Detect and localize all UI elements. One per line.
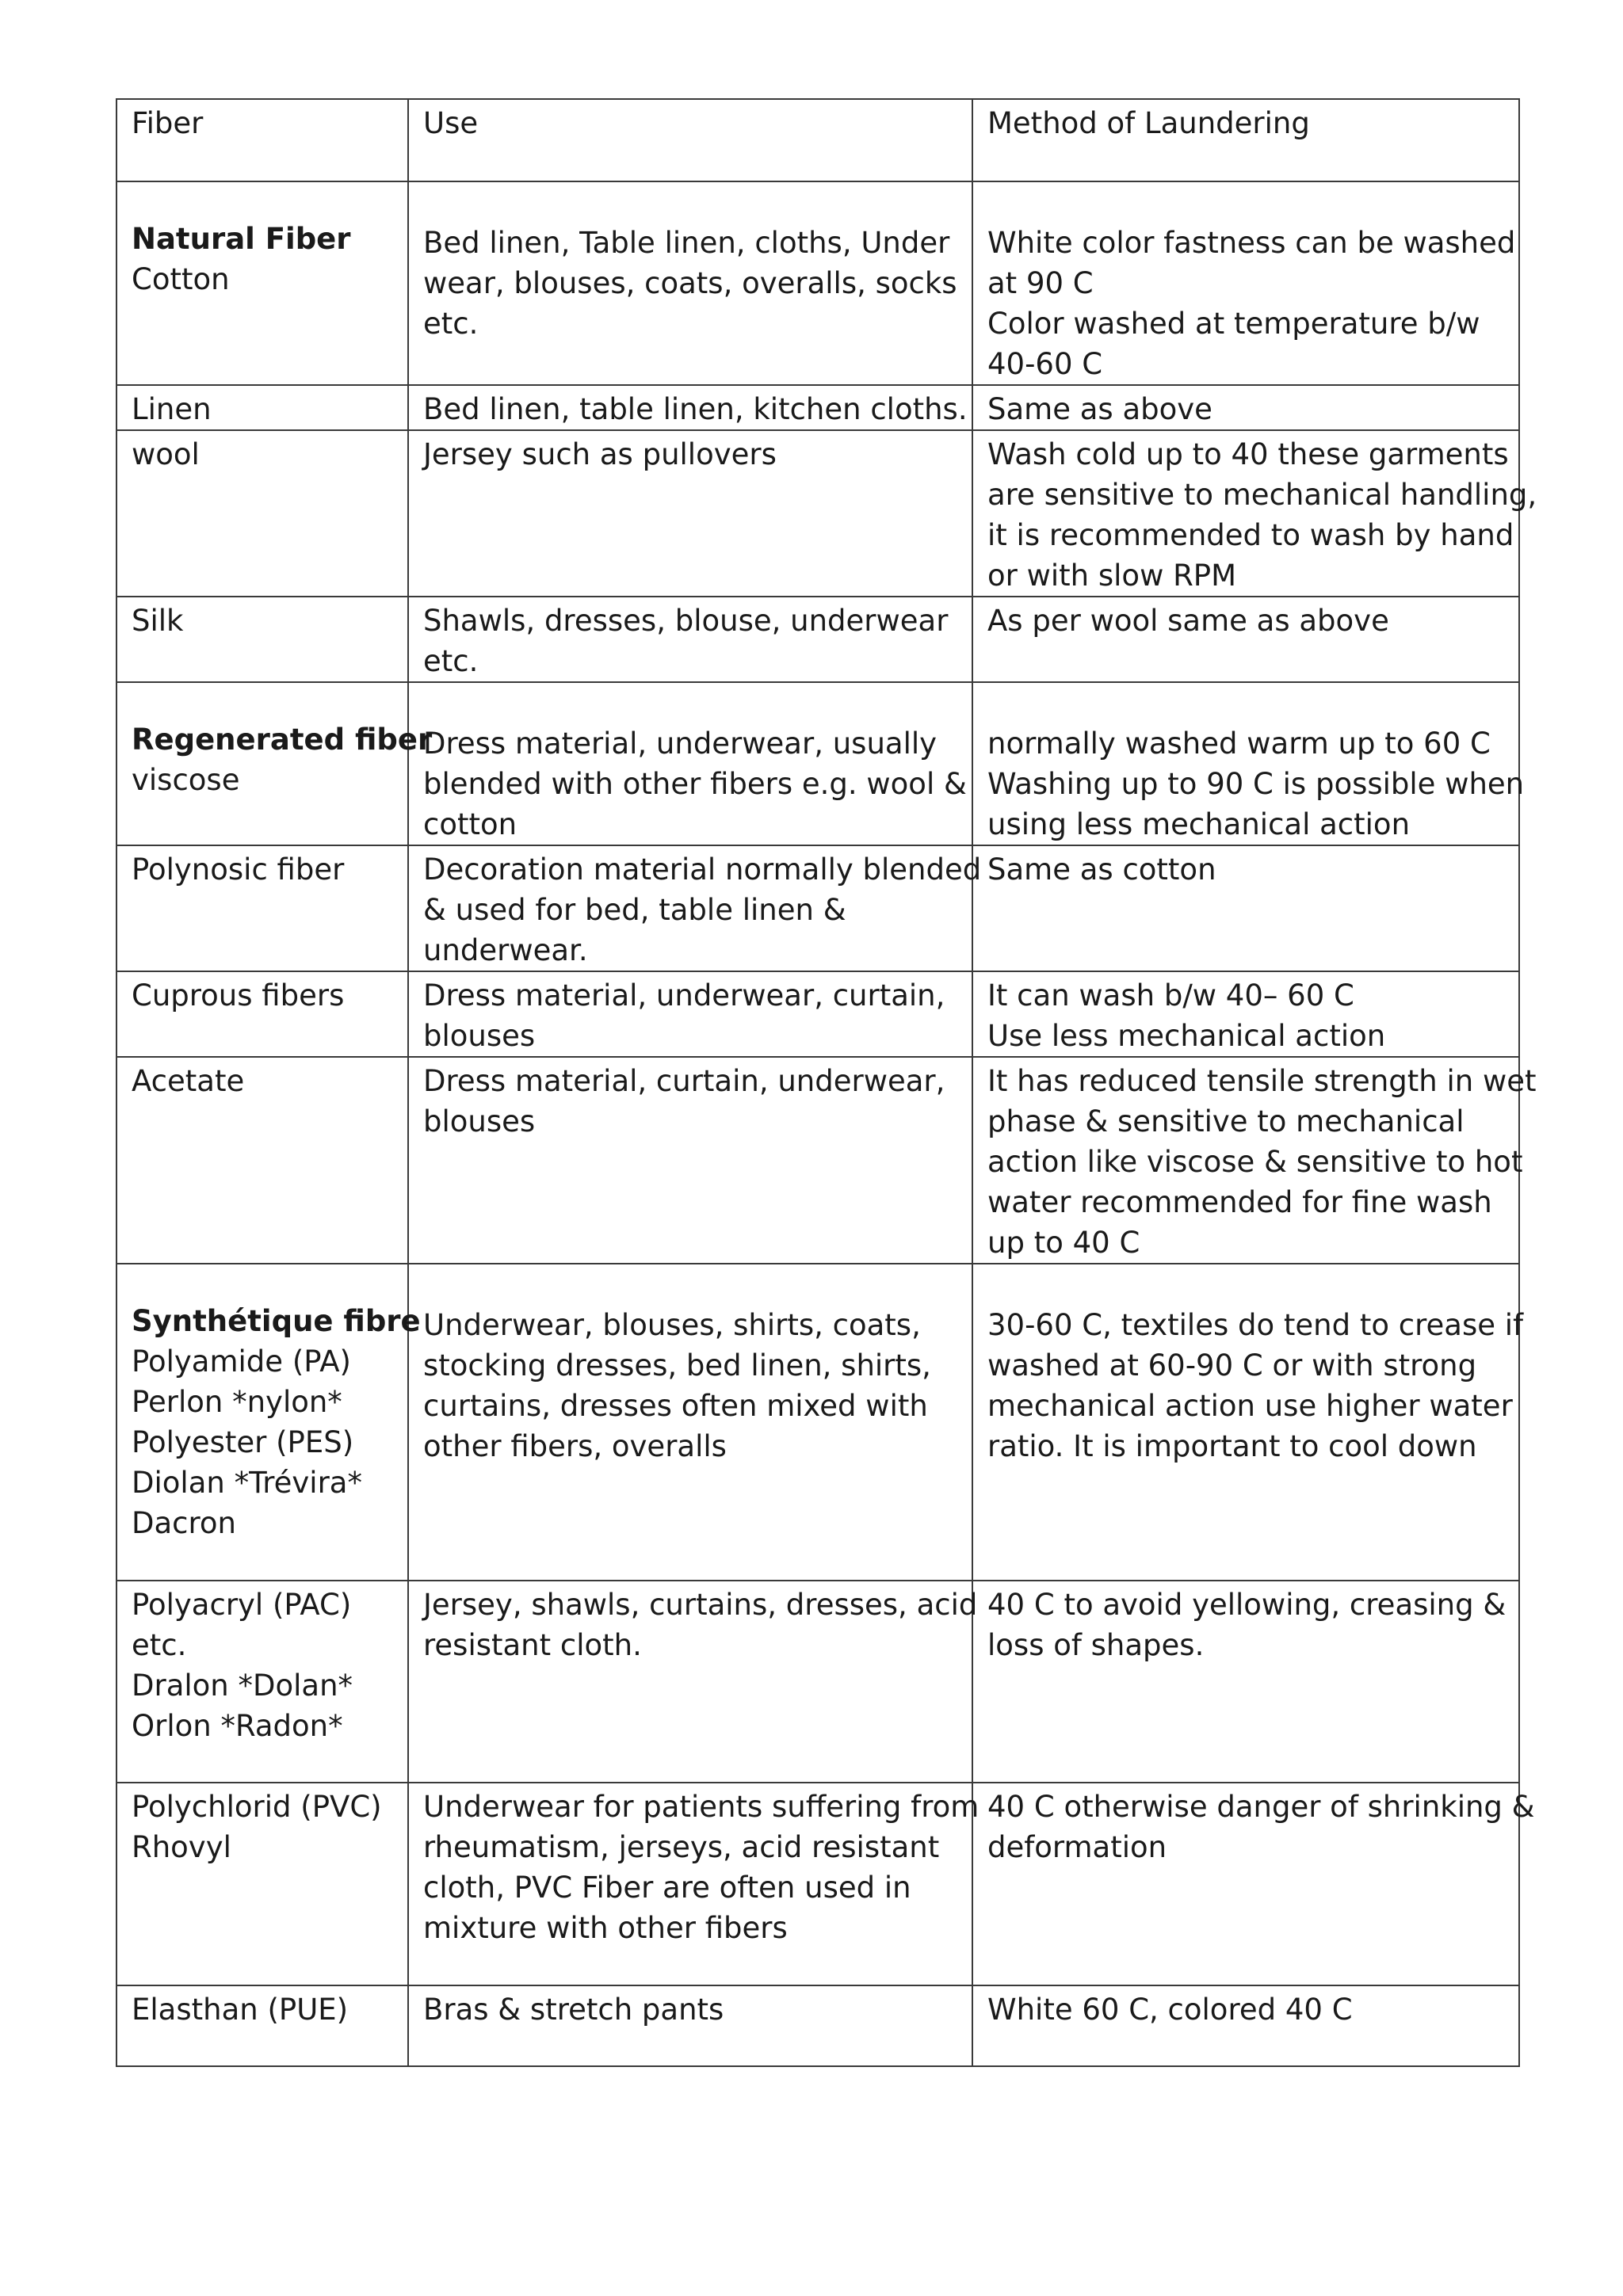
fiber-name: viscose xyxy=(132,763,240,797)
use-cell xyxy=(408,1264,972,1581)
table-row xyxy=(116,1581,1519,1783)
method-line: washed at 60-90 C or with strong xyxy=(987,1348,1477,1383)
table-row xyxy=(116,430,1519,597)
use-line: stocking dresses, bed linen, shirts, xyxy=(423,1348,931,1383)
use-line: Underwear, blouses, shirts, coats, xyxy=(423,1308,921,1342)
category-heading: Natural Fiber xyxy=(132,222,351,256)
method-line: phase & sensitive to mechanical xyxy=(987,1104,1465,1138)
fiber-name: Polynosic fiber xyxy=(132,852,345,887)
use-cell xyxy=(408,597,972,682)
method-cell xyxy=(972,845,1519,971)
table-row xyxy=(116,971,1519,1057)
use-line: Dress material, underwear, curtain, xyxy=(423,978,945,1013)
fiber-cell xyxy=(116,1985,408,2066)
method-line: using less mechanical action xyxy=(987,807,1411,841)
method-line: 40 C otherwise danger of shrinking & xyxy=(987,1790,1535,1824)
fiber-name: Acetate xyxy=(132,1064,245,1098)
fiber-name: Cuprous fibers xyxy=(132,978,345,1013)
use-line: wear, blouses, coats, overalls, socks xyxy=(423,266,957,300)
use-line: curtains, dresses often mixed with xyxy=(423,1389,928,1423)
method-line: it is recommended to wash by hand xyxy=(987,518,1514,552)
method-line: It can wash b/w 40– 60 C xyxy=(987,978,1354,1013)
fiber-name: Cotton xyxy=(132,262,230,296)
method-line: Same as cotton xyxy=(987,852,1216,887)
use-cell xyxy=(408,845,982,971)
method-cell xyxy=(972,1264,1524,1581)
fiber-cell xyxy=(116,1264,421,1581)
fiber-name: Linen xyxy=(132,392,212,426)
use-cell xyxy=(408,1985,972,2066)
fiber-name: Dralon *Dolan* xyxy=(132,1669,353,1703)
fiber-cell xyxy=(116,181,408,385)
fiber-cell xyxy=(116,385,408,430)
method-cell xyxy=(972,430,1537,597)
method-line: are sensitive to mechanical handling, xyxy=(987,478,1537,512)
table-row xyxy=(116,682,1519,845)
method-line: action like viscose & sensitive to hot xyxy=(987,1145,1523,1179)
use-line: Bed linen, Table linen, cloths, Under xyxy=(423,226,950,260)
method-line: It has reduced tensile strength in wet xyxy=(987,1064,1537,1098)
use-line: blended with other fibers e.g. wool & xyxy=(423,767,967,801)
table-row xyxy=(116,597,1519,682)
use-line: Underwear for patients suffering from xyxy=(423,1790,980,1824)
use-line: Dress material, curtain, underwear, xyxy=(423,1064,945,1098)
method-cell xyxy=(972,1985,1519,2066)
use-line: Bras & stretch pants xyxy=(423,1993,724,2027)
fiber-name: Orlon *Radon* xyxy=(132,1709,343,1743)
fiber-name: Polyester (PES) xyxy=(132,1425,354,1459)
use-cell xyxy=(408,385,972,430)
fiber-name: Polyacryl (PAC) xyxy=(132,1588,352,1622)
method-line: ratio. It is important to cool down xyxy=(987,1429,1477,1463)
use-line: etc. xyxy=(423,644,479,678)
method-line: at 90 C xyxy=(987,266,1094,300)
method-cell xyxy=(972,181,1519,385)
method-cell xyxy=(972,597,1519,682)
use-line: underwear. xyxy=(423,933,588,967)
use-line: Jersey such as pullovers xyxy=(423,437,777,471)
use-line: Bed linen, table linen, kitchen cloths. xyxy=(423,392,968,426)
use-cell xyxy=(408,1581,978,1783)
table-row xyxy=(116,385,1519,430)
method-line: Washing up to 90 C is possible when xyxy=(987,767,1525,801)
method-cell xyxy=(972,971,1519,1057)
fiber-name: wool xyxy=(132,437,200,471)
fiber-cell xyxy=(116,1783,408,1985)
use-line: cloth, PVC Fiber are often used in xyxy=(423,1871,911,1905)
header-fiber: Fiber xyxy=(116,99,408,181)
fiber-name: Elasthan (PUE) xyxy=(132,1993,349,2027)
table-row xyxy=(116,1985,1519,2066)
table-row xyxy=(116,1264,1519,1581)
use-cell xyxy=(408,682,972,845)
fiber-cell xyxy=(116,1581,408,1783)
method-line: 40-60 C xyxy=(987,347,1103,381)
use-line: cotton xyxy=(423,807,517,841)
method-line: Use less mechanical action xyxy=(987,1019,1386,1053)
method-cell xyxy=(972,385,1519,430)
fiber-name: Polychlorid (PVC) xyxy=(132,1790,382,1824)
use-cell xyxy=(408,1057,972,1264)
method-line: As per wool same as above xyxy=(987,604,1389,638)
method-line: up to 40 C xyxy=(987,1226,1140,1260)
fiber-name: Dacron xyxy=(132,1506,236,1540)
method-cell xyxy=(972,1057,1537,1264)
method-line: Color washed at temperature b/w xyxy=(987,307,1480,341)
method-line: normally washed warm up to 60 C xyxy=(987,727,1491,761)
category-heading: Regenerated fiber xyxy=(132,723,433,757)
table-header-row xyxy=(116,99,1519,181)
fiber-name: Polyamide (PA) xyxy=(132,1344,351,1379)
table-row xyxy=(116,1783,1519,1985)
use-line: resistant cloth. xyxy=(423,1628,642,1662)
use-line: Jersey, shawls, curtains, dresses, acid xyxy=(423,1588,978,1622)
fiber-name: Diolan *Trévira* xyxy=(132,1466,362,1500)
use-cell xyxy=(408,430,972,597)
table-row xyxy=(116,845,1519,971)
table-row xyxy=(116,1057,1519,1264)
use-line: etc. xyxy=(423,307,479,341)
use-line: rheumatism, jerseys, acid resistant xyxy=(423,1830,940,1864)
use-cell xyxy=(408,971,972,1057)
fiber-cell xyxy=(116,682,433,845)
fiber-name: Perlon *nylon* xyxy=(132,1385,342,1419)
use-line: blouses xyxy=(423,1104,536,1138)
method-cell xyxy=(972,682,1525,845)
use-line: other fibers, overalls xyxy=(423,1429,727,1463)
fiber-cell xyxy=(116,971,408,1057)
method-line: mechanical action use higher water xyxy=(987,1389,1513,1423)
method-line: loss of shapes. xyxy=(987,1628,1205,1662)
fiber-name: etc. xyxy=(132,1628,187,1662)
use-line: Decoration material normally blended xyxy=(423,852,982,887)
method-line: water recommended for fine wash xyxy=(987,1185,1492,1219)
use-line: mixture with other fibers xyxy=(423,1911,788,1945)
fiber-cell xyxy=(116,845,408,971)
use-line: & used for bed, table linen & xyxy=(423,893,846,927)
method-line: 30-60 C, textiles do tend to crease if xyxy=(987,1308,1524,1342)
fiber-name: Silk xyxy=(132,604,184,638)
method-line: deformation xyxy=(987,1830,1167,1864)
header-use: Use xyxy=(408,99,972,181)
fiber-cell xyxy=(116,430,408,597)
use-cell xyxy=(408,1783,980,1985)
method-cell xyxy=(972,1581,1519,1783)
use-line: Dress material, underwear, usually xyxy=(423,727,938,761)
method-line: Same as above xyxy=(987,392,1212,426)
fiber-cell xyxy=(116,597,408,682)
method-line: White 60 C, colored 40 C xyxy=(987,1993,1353,2027)
method-line: 40 C to avoid yellowing, creasing & xyxy=(987,1588,1507,1622)
header-method: Method of Laundering xyxy=(972,99,1519,181)
use-line: blouses xyxy=(423,1019,536,1053)
fiber-cell xyxy=(116,1057,408,1264)
use-line: Shawls, dresses, blouse, underwear xyxy=(423,604,949,638)
method-line: or with slow RPM xyxy=(987,559,1237,593)
table-row xyxy=(116,181,1519,385)
category-heading: Synthétique fibre xyxy=(132,1304,421,1338)
method-line: White color fastness can be washed xyxy=(987,226,1516,260)
method-line: Wash cold up to 40 these garments xyxy=(987,437,1509,471)
method-cell xyxy=(972,1783,1535,1985)
use-cell xyxy=(408,181,972,385)
fiber-name: Rhovyl xyxy=(132,1830,231,1864)
laundering-table xyxy=(116,98,1537,2067)
